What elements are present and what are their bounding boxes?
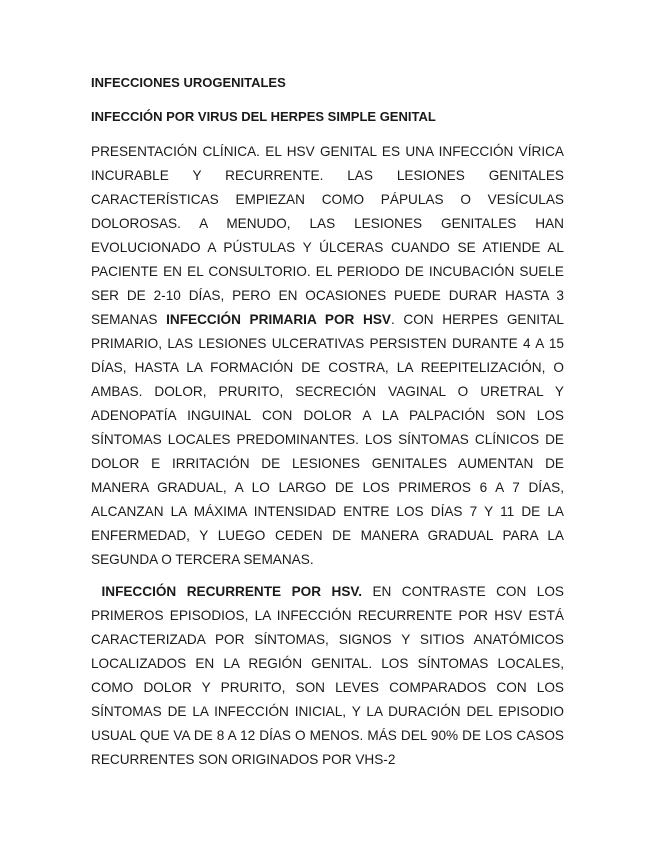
paragraph-clinical-presentation — [91, 140, 564, 572]
paragraph-text: PRESENTACIÓN CLÍNICA. EL HSV GENITAL ES UNA INFECCIÓN VÍRICA INCURABLE Y RECURRENTE. LAS LESIONES GENITALES CARACTERÍSTICAS EMPIEZAN COMO PÁPULAS O VESÍCULAS DOLOROSAS. A MENUDO, LAS LESIONES GENITALES HAN EVOLUCIONADO A PÚSTULAS Y ÚLCERAS CUANDO SE ATIENDE AL PACIENTE EN EL CONSULTORIO. EL PERIODO DE INCUBACIÓN SUELE SER DE 2-10 DÍAS, PERO EN OCASIONES PUEDE DURAR HASTA 3 SEMANAS — [91, 144, 564, 327]
bold-term-primary-infection: INFECCIÓN PRIMARIA POR HSV — [166, 312, 391, 327]
paragraph-recurrent-infection — [91, 580, 564, 772]
document-page — [91, 74, 564, 772]
bold-term-recurrent-infection: INFECCIÓN RECURRENTE POR HSV. — [101, 584, 362, 599]
paragraph-text: . CON HERPES GENITAL PRIMARIO, LAS LESIONES ULCERATIVAS PERSISTEN DURANTE 4 A 15 DÍAS, HASTA LA FORMACIÓN DE COSTRA, LA REEPITELIZACIÓN, O AMBAS. DOLOR, PRURITO, SECRECIÓN VAGINAL O URETRAL Y ADENOPATÍA INGUINAL CON DOLOR A LA PALPACIÓN SON LOS SÍNTOMAS LOCALES PREDOMINANTES. LOS SÍNTOMAS CLÍNICOS DE DOLOR E IRRITACIÓN DE LESIONES GENITALES AUMENTAN DE MANERA GRADUAL, A LO LARGO DE LOS PRIMEROS 6 A 7 DÍAS, ALCANZAN LA MÁXIMA INTENSIDAD ENTRE LOS DÍAS 7 Y 11 DE LA ENFERMEDAD, Y LUEGO CEDEN DE MANERA GRADUAL PARA LA SEGUNDA O TERCERA SEMANAS. — [91, 312, 564, 567]
document-title: INFECCIONES UROGENITALES — [91, 75, 286, 90]
section-heading: INFECCIÓN POR VIRUS DEL HERPES SIMPLE GENITAL — [91, 109, 436, 124]
paragraph-text: EN CONTRASTE CON LOS PRIMEROS EPISODIOS, LA INFECCIÓN RECURRENTE POR HSV ESTÁ CARACTERIZADA POR SÍNTOMAS, SIGNOS Y SITIOS ANATÓMICOS LOCALIZADOS EN LA REGIÓN GENITAL. LOS SÍNTOMAS LOCALES, COMO DOLOR Y PRURITO, SON LEVES COMPARADOS CON LOS SÍNTOMAS DE LA INFECCIÓN INICIAL, Y LA DURACIÓN DEL EPISODIO USUAL QUE VA DE 8 A 12 DÍAS O MENOS. MÁS DEL 90% DE LOS CASOS RECURRENTES SON ORIGINADOS POR VHS-2 — [91, 584, 564, 767]
